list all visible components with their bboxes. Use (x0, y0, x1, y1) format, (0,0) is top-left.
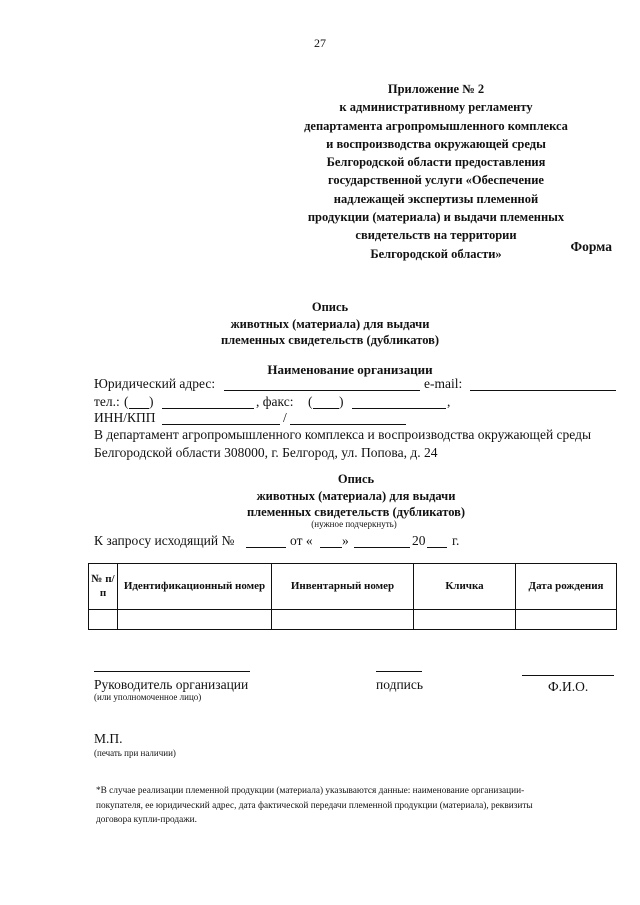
email-field[interactable] (470, 390, 616, 391)
phone-code-field[interactable] (129, 408, 149, 409)
stamp-label: М.П. (94, 731, 123, 746)
title-line: племенных свидетельств (дубликатов) (220, 333, 440, 347)
fax-code-field[interactable] (313, 408, 339, 409)
table-cell[interactable] (118, 610, 272, 630)
table-cell[interactable] (272, 610, 414, 630)
phone-close-paren: ) (149, 394, 154, 409)
head-signature-line[interactable] (94, 671, 250, 672)
fio-line[interactable] (522, 675, 614, 676)
phone-label: тел.: (94, 394, 120, 409)
request-month-field[interactable] (354, 547, 410, 548)
footnote (96, 784, 616, 828)
column-header-inventory-number: Инвентарный номер (272, 564, 414, 610)
table-row (89, 610, 617, 630)
appendix-line: свидетельств на территории (355, 228, 517, 243)
fax-number-field[interactable] (352, 408, 446, 409)
column-header-birth-date: Дата рождения (516, 564, 617, 610)
email-label: e-mail: (424, 376, 463, 391)
organization-name-heading: Наименование организации (267, 362, 433, 377)
signature-label: подпись (376, 677, 424, 692)
footnote-line: договора купли-продажи. (96, 815, 197, 825)
request-year-field[interactable] (427, 547, 447, 548)
request-label: К запросу исходящий № (94, 533, 235, 548)
table-cell[interactable] (516, 610, 617, 630)
footnote-line: покупателя, ее юридический адрес, дата фактической передачи племенной продукции (материала), реквизиты (96, 800, 533, 811)
inn-field[interactable] (162, 424, 280, 425)
request-number-field[interactable] (246, 547, 286, 548)
fax-trailing-comma: , (447, 394, 451, 409)
head-label: Руководитель организации (94, 677, 249, 692)
footnote-line: *В случае реализации племенной продукции (материала) указываются данные: наименование организации- (96, 786, 525, 796)
title-line: Опись (311, 300, 349, 314)
appendix-line: Белгородской области» (370, 246, 502, 261)
request-day-field[interactable] (320, 547, 342, 548)
fio-label: Ф.И.О. (548, 679, 589, 694)
fax-open-paren: ( (308, 394, 313, 409)
table-cell[interactable] (414, 610, 516, 630)
fax-label: , факс: (256, 394, 294, 409)
kpp-field[interactable] (290, 424, 406, 425)
stamp-note: (печать при наличии) (94, 748, 176, 758)
column-header-id-number: Идентификационный номер (118, 564, 272, 610)
underline-note: (нужное подчеркнуть) (311, 519, 397, 529)
appendix-line: департамента агропромышленного комплекса (304, 118, 568, 133)
appendix-line: и воспроизводства окружающей среды (326, 136, 546, 151)
title-line: племенных свидетельств (дубликатов) (246, 505, 466, 519)
appendix-line: Приложение № 2 (387, 82, 485, 96)
column-header-name: Кличка (414, 564, 516, 610)
form-label: Форма (570, 239, 612, 254)
signature-line[interactable] (376, 671, 422, 672)
addressee-line: В департамент агропромышленного комплекса и воспроизводства окружающей среды (94, 427, 592, 442)
table-header-row (89, 564, 617, 610)
appendix-line: государственной услуги «Обеспечение (328, 173, 544, 188)
request-year-prefix: 20 (412, 533, 426, 548)
fax-close-paren: ) (339, 394, 344, 409)
animals-table (88, 563, 617, 630)
legal-address-field[interactable] (224, 390, 420, 391)
title-line: животных (материала) для выдачи (256, 488, 456, 503)
inn-kpp-label: ИНН/КПП (94, 410, 156, 425)
title-line: животных (материала) для выдачи (230, 316, 430, 331)
appendix-line: надлежащей экспертизы племенной (333, 191, 539, 206)
addressee-line: Белгородской области 308000, г. Белгород, ул. Попова, д. 24 (94, 445, 438, 460)
inn-kpp-separator: / (283, 410, 287, 425)
phone-open-paren: ( (124, 394, 129, 409)
request-year-suffix: г. (452, 533, 460, 548)
document-title (0, 299, 640, 349)
appendix-line: к административному регламенту (339, 100, 533, 115)
page-number: 27 (314, 36, 326, 50)
inventory-title (0, 471, 640, 521)
column-header-number: № п/п (89, 564, 118, 610)
appendix-line: Белгородской области предоставления (326, 155, 546, 170)
title-line: Опись (337, 472, 375, 486)
head-note: (или уполномоченное лицо) (94, 692, 202, 702)
request-from-label: от « (290, 533, 313, 548)
request-quote-close: » (342, 533, 349, 548)
phone-number-field[interactable] (162, 408, 254, 409)
table-cell[interactable] (89, 610, 118, 630)
legal-address-label: Юридический адрес: (94, 376, 216, 391)
appendix-header (300, 80, 572, 263)
appendix-line: продукции (материала) и выдачи племенных (307, 210, 565, 225)
